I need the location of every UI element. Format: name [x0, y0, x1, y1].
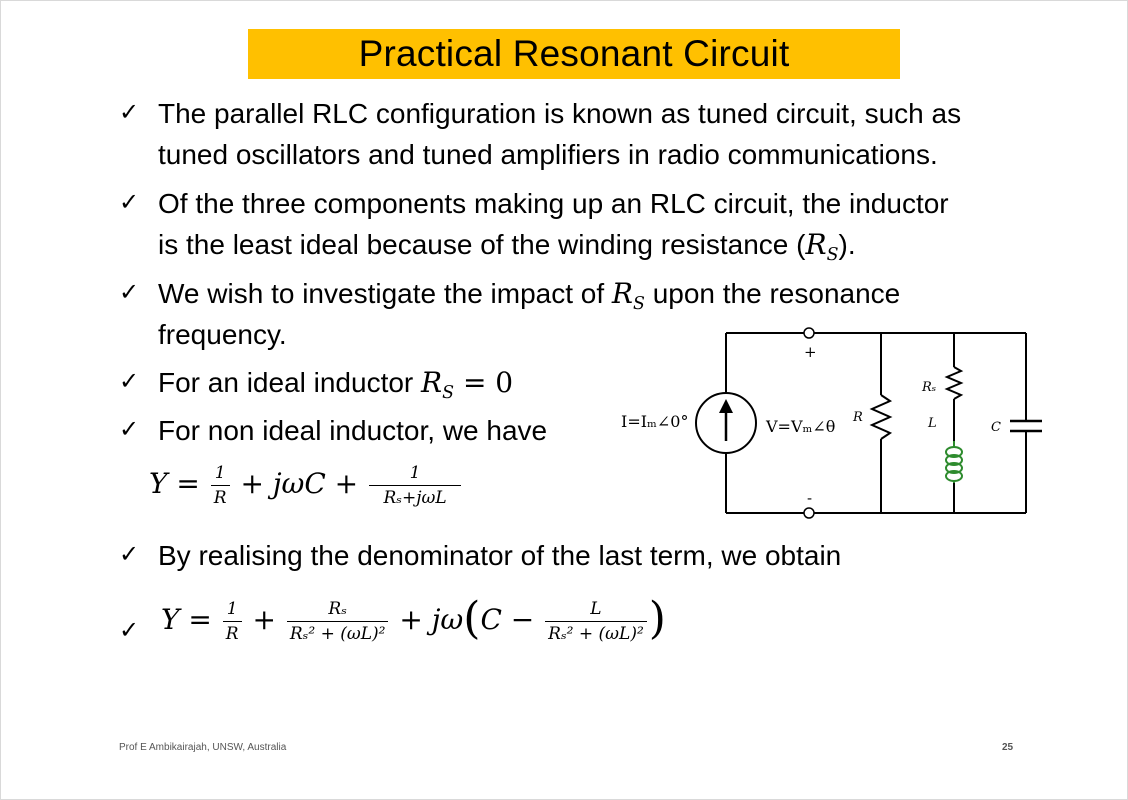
bullet-4: For an ideal inductor $R_S = 0$: [158, 366, 514, 404]
voltage-label: V=Vₘ∠θ: [766, 417, 836, 436]
footer-author: Prof E Ambikairajah, UNSW, Australia: [119, 742, 287, 753]
title-bar: [248, 29, 900, 79]
bullet-3-line-1: We wish to investigate the impact of $R_S$ upon the resonance: [158, 277, 901, 315]
terminal-plus-node: [804, 328, 814, 338]
capacitor-symbol: [1010, 421, 1042, 431]
check-icon: ✓: [119, 189, 140, 216]
bullet-6: By realising the denominator of the last term, we obtain: [158, 540, 842, 571]
l-label: L: [928, 416, 937, 431]
bullet-2-line-2: is the least ideal because of the winding resistance $(R_S)$.: [158, 228, 856, 266]
current-source-symbol: [696, 393, 756, 453]
fraction: $\frac{L}{\text{Rₛ² + (ωL)²}}$: [545, 599, 647, 644]
check-icon: ✓: [119, 368, 140, 395]
minus-label: -: [807, 489, 813, 507]
bullet-2-line-1: Of the three components making up an RLC circuit, the inductor: [158, 188, 949, 219]
terminal-minus-node: [804, 508, 814, 518]
fraction: $\frac{1}{\text{Rₛ+jωL}}$: [369, 463, 461, 508]
check-icon: ✓: [119, 617, 140, 644]
formula-realised: Y = $\frac{1}{R}$ + $\frac{\text{Rₛ}}{\text{Rₛ² + (ωL)²}}$ + jω(C − $\frac{L}{\text{Rₛ² + (ωL)²}}$ ): [161, 593, 666, 645]
bullet-3-line-2: frequency.: [158, 319, 287, 350]
check-icon: ✓: [119, 416, 140, 443]
slide-title: Practical Resonant Circuit: [358, 33, 790, 74]
page-number: 25: [1002, 742, 1014, 753]
plus-label: +: [804, 343, 817, 361]
r-label: R: [853, 410, 863, 425]
rs-label: Rₛ: [922, 380, 937, 395]
formula-admittance: Y = $\frac{1}{R}$ + jωC + $\frac{1}{\text{Rₛ+jωL}}$: [149, 463, 463, 508]
bullet-5: For non ideal inductor, we have: [158, 415, 548, 446]
check-icon: ✓: [119, 99, 140, 126]
check-icon: ✓: [119, 541, 140, 568]
check-icon: ✓: [119, 279, 140, 306]
c-label: C: [991, 420, 1001, 435]
inductor-symbol: [946, 441, 962, 483]
fraction: $\frac{\text{Rₛ}}{\text{Rₛ² + (ωL)²}}$: [287, 599, 389, 644]
bullet-1-line-2: tuned oscillators and tuned amplifiers in radio communications.: [158, 139, 938, 170]
fraction: $\frac{1}{R}$: [211, 463, 230, 508]
bullet-1-line-1: The parallel RLC configuration is known as tuned circuit, such as: [158, 98, 962, 129]
circuit-diagram: [611, 323, 1051, 523]
source-label: I=Iₘ∠0°: [621, 412, 689, 431]
fraction: $\frac{1}{R}$: [223, 599, 242, 644]
